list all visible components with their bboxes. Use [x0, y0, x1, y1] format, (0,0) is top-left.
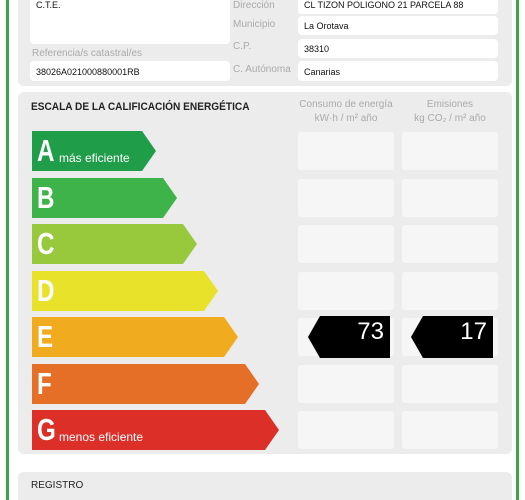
grade-caption: más eficiente [59, 151, 130, 165]
grade-caption: menos eficiente [59, 430, 144, 444]
grade-arrow-g [32, 410, 279, 450]
grade-arrow-fill [32, 271, 218, 311]
municipio-field [298, 16, 498, 35]
grade-arrow-fill [32, 317, 238, 357]
consumo-value: 73 [357, 318, 384, 345]
cp-label: C.P. [233, 41, 252, 52]
consumo-cell-a [298, 132, 394, 170]
direccion-field [298, 0, 498, 14]
consumo-header-line1: Consumo de energía [299, 99, 393, 110]
grade-letter: F [37, 366, 52, 401]
scale-title: ESCALA DE LA CALIFICACIÓN ENERGÉTICA [31, 101, 250, 113]
building-info-panel [18, 0, 512, 86]
grade-letter: D [37, 273, 55, 308]
direccion-label: Dirección [233, 0, 275, 11]
autonomia-label: C. Autónoma [233, 64, 291, 75]
grade-arrow-shape-c [32, 224, 197, 264]
consumo-header-line2: kW·h / m² año [314, 113, 378, 124]
consumo-indicator [308, 316, 390, 358]
cte-box [30, 0, 230, 44]
consumo-column-header [298, 98, 394, 126]
consumo-cell-b [298, 179, 394, 217]
grade-arrow-f [32, 364, 259, 404]
referencia-value: 38026A021000880001RB [36, 67, 140, 77]
grade-arrow-a [32, 131, 156, 171]
municipio-value: La Orotava [304, 21, 349, 31]
emisiones-cell-f [402, 365, 498, 403]
consumo-cell-g [298, 411, 394, 449]
consumo-cell-f [298, 365, 394, 403]
direccion-value: CL TIZON POLIGONO 21 PARCELA 88 [304, 0, 464, 10]
cte-value: C.T.E. [36, 0, 61, 10]
consumo-cell-c [298, 225, 394, 263]
referencia-label: Referencia/s catastral/es [32, 48, 143, 59]
grade-arrow-shape-e [32, 317, 238, 357]
grade-arrow-fill [32, 224, 197, 264]
grade-letter: E [37, 319, 54, 354]
grade-letter: G [37, 412, 56, 447]
emisiones-cell-g [402, 411, 498, 449]
cp-field [298, 39, 498, 58]
emisiones-column-header [402, 98, 498, 126]
emisiones-indicator [411, 316, 493, 358]
grade-arrow-d [32, 271, 218, 311]
registro-panel [18, 472, 512, 500]
emisiones-value: 17 [460, 318, 487, 345]
grade-letter: B [37, 180, 55, 215]
emisiones-cell-b [402, 179, 498, 217]
municipio-label: Municipio [233, 19, 276, 30]
grade-arrow-fill [32, 364, 259, 404]
energy-rating-panel [18, 92, 512, 454]
grade-letter: A [37, 133, 55, 168]
grade-arrow-e [32, 317, 238, 357]
emisiones-cell-a [402, 132, 498, 170]
emisiones-cell-c [402, 225, 498, 263]
autonomia-field [298, 61, 498, 81]
grade-arrow-shape-f [32, 364, 259, 404]
grade-arrow-shape-d [32, 271, 218, 311]
emisiones-cell-d [402, 272, 498, 310]
consumo-cell-d [298, 272, 394, 310]
autonomia-value: Canarias [304, 67, 341, 77]
emisiones-header-line1: Emisiones [426, 99, 474, 110]
grade-arrow-c [32, 224, 197, 264]
registro-label: REGISTRO [31, 480, 84, 491]
emisiones-header-line2: kg CO₂ / m² año [414, 113, 486, 124]
grade-letter: C [37, 226, 55, 261]
referencia-field [30, 61, 230, 81]
cp-value: 38310 [304, 44, 330, 54]
grade-arrow-b [32, 178, 177, 218]
